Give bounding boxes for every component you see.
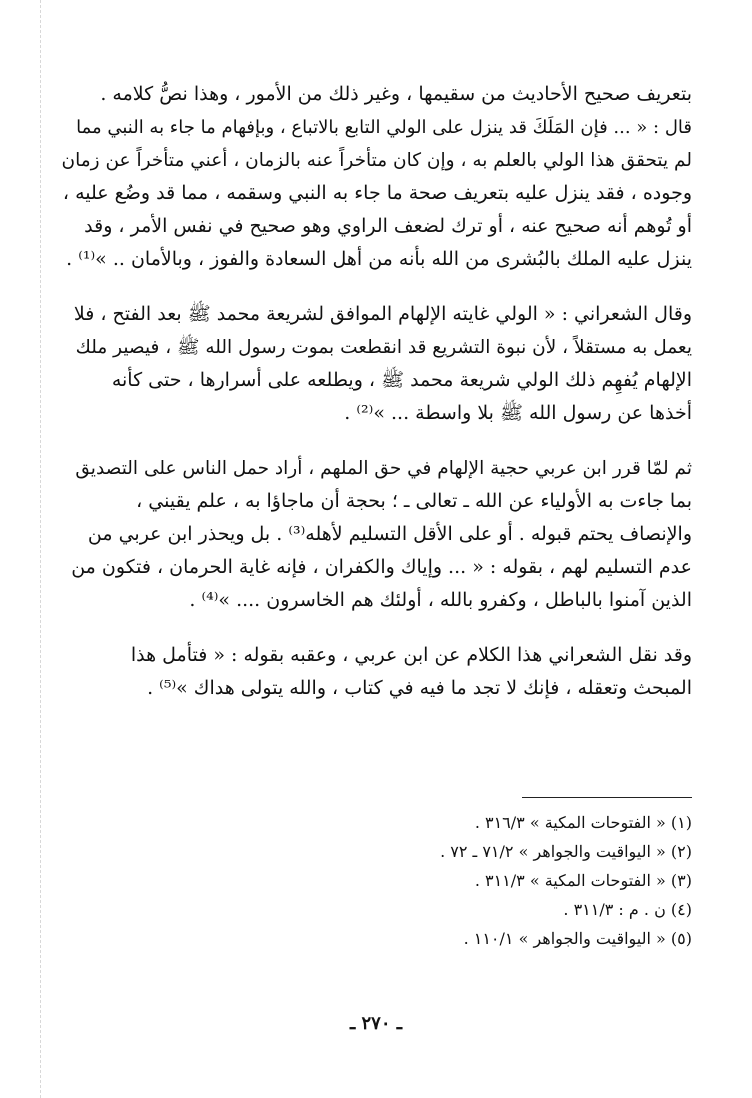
footnote-4: (٤) ن . م : ٣١١/٣ . bbox=[563, 900, 692, 919]
text-line: بما جاءت به الأولياء عن الله ـ تعالى ـ ؛ بحجة أن ماجاؤا به ، علم يقيني ، bbox=[136, 490, 692, 512]
text-line: الإلهام يُفهِم ذلك الولي شريعة محمد ﷺ ، ويطلعه على أسرارها ، حتى كأنه bbox=[111, 369, 692, 391]
paragraph-gap bbox=[60, 430, 692, 452]
paragraph-1 bbox=[60, 78, 692, 276]
footnote-1: (١) « الفتوحات المكية » ٣١٦/٣ . bbox=[474, 813, 692, 832]
text-line: أو تُوهم أنه صحيح عنه ، أو ترك لضعف الراوي وهو صحيح في نفس الأمر ، وقد bbox=[84, 215, 692, 237]
text-line: عدم التسليم لهم ، بقوله : « ... وإياك والكفران ، فإنه غاية الحرمان ، فتكون من bbox=[71, 556, 692, 578]
footnote-5: (٥) « اليواقيت والجواهر » ١١٠/١ . bbox=[463, 929, 692, 948]
text-line: المبحث وتعقله ، فإنك لا تجد ما فيه في كتاب ، والله يتولى هداك »⁽⁵⁾ . bbox=[147, 677, 692, 699]
text-line: وقال الشعراني : « الولي غايته الإلهام الموافق لشريعة محمد ﷺ بعد الفتح ، فلا bbox=[73, 303, 692, 325]
footnotes bbox=[60, 808, 692, 953]
text-line: يعمل به مستقلاً ، لأن نبوة التشريع قد انقطعت بموت رسول الله ﷺ ، فيصير ملك bbox=[75, 337, 692, 358]
text-line: وقد نقل الشعراني هذا الكلام عن ابن عربي ، وعقبه بقوله : « فتأمل هذا bbox=[130, 644, 692, 666]
page-body bbox=[60, 78, 692, 705]
text-line: الذين آمنوا بالباطل ، وكفرو بالله ، أولئك هم الخاسرون .... »⁽⁴⁾ . bbox=[189, 589, 692, 611]
text-line: ينزل عليه الملك بالبُشرى من الله بأنه من أهل السعادة والفوز ، وبالأمان .. »⁽¹⁾ . bbox=[66, 248, 692, 270]
text-line: قال : « ... فإن المَلَكَ قد ينزل على الولي التابع بالاتباع ، وبإفهام ما جاء به النبي مما bbox=[76, 117, 692, 138]
text-line: بتعريف صحيح الأحاديث من سقيمها ، وغير ذلك من الأمور ، وهذا نصُّ كلامه . bbox=[100, 83, 692, 105]
text-line: وجوده ، فقد ينزل عليه بتعريف صحة ما جاء به النبي وسقمه ، مما قد وضُع عليه ، bbox=[62, 182, 692, 204]
text-line: ثم لمّا قرر ابن عربي حجية الإلهام في حق الملهم ، أراد حمل الناس على التصديق bbox=[75, 458, 692, 479]
scan-edge-rule bbox=[40, 0, 41, 1098]
paragraph-3 bbox=[60, 452, 692, 617]
footnote-3: (٣) « الفتوحات المكية » ٣١١/٣ . bbox=[474, 871, 692, 890]
paragraph-4 bbox=[60, 639, 692, 705]
footnote-2: (٢) « اليواقيت والجواهر » ٧١/٢ ـ ٧٢ . bbox=[440, 842, 692, 861]
page-number: ـ ٢٧٠ ـ bbox=[349, 1013, 403, 1034]
paragraph-2 bbox=[60, 298, 692, 430]
text-line: والإنصاف يحتم قبوله . أو على الأقل التسليم لأهله⁽³⁾ . بل ويحذر ابن عربي من bbox=[87, 523, 692, 545]
paragraph-gap bbox=[60, 617, 692, 639]
text-line: لم يتحقق هذا الولي بالعلم به ، وإن كان متأخراً عنه بالزمان ، أعني متأخراً عن زمان bbox=[61, 150, 692, 171]
footnote-separator bbox=[522, 797, 692, 798]
paragraph-gap bbox=[60, 276, 692, 298]
text-line: أخذها عن رسول الله ﷺ بلا واسطة ... »⁽²⁾ . bbox=[344, 402, 692, 424]
